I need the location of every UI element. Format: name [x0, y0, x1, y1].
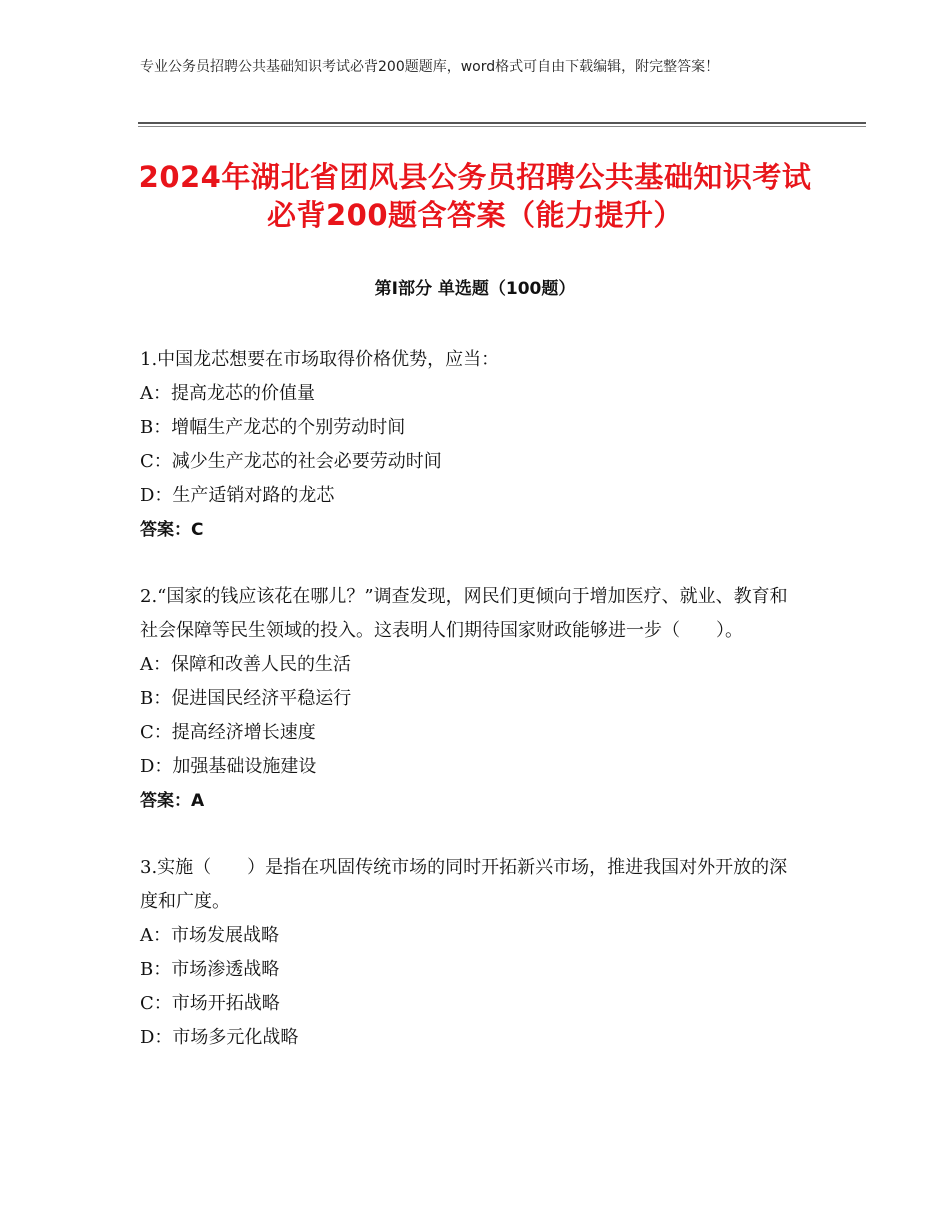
question-1: [140, 343, 800, 547]
question-2: [140, 580, 800, 818]
option-c: C：市场开拓战略: [140, 993, 280, 1014]
answer-line: 答案：C: [140, 520, 204, 540]
option-b: B：促进国民经济平稳运行: [140, 688, 352, 709]
header-divider-thin: [138, 126, 866, 127]
option-b: B：市场渗透战略: [140, 959, 280, 980]
question-3: [140, 851, 800, 1055]
option-a: A：提高龙芯的价值量: [140, 383, 315, 404]
option-a: A：市场发展战略: [140, 925, 279, 946]
option-c: C：减少生产龙芯的社会必要劳动时间: [140, 451, 442, 472]
question-list: [140, 343, 800, 1088]
option-d: D：加强基础设施建设: [140, 756, 317, 777]
document-title: 2024年湖北省团风县公务员招聘公共基础知识考试必背200题含答案（能力提升）: [138, 160, 812, 232]
header-note: 专业公务员招聘公共基础知识考试必背200题题库，word格式可自由下载编辑，附完整答案！: [140, 59, 720, 75]
option-d: D：生产适销对路的龙芯: [140, 485, 335, 506]
question-stem: 3.实施（ ）是指在巩固传统市场的同时开拓新兴市场，推进我国对外开放的深度和广度。: [140, 857, 788, 912]
question-stem: 2.“国家的钱应该花在哪儿？”调查发现，网民们更倾向于增加医疗、就业、教育和社会保障等民生领域的投入。这表明人们期待国家财政能够进一步（ ）。: [140, 586, 788, 641]
option-b: B：增幅生产龙芯的个别劳动时间: [140, 417, 406, 438]
answer-line: 答案：A: [140, 791, 205, 811]
option-d: D：市场多元化战略: [140, 1027, 299, 1048]
option-a: A：保障和改善人民的生活: [140, 654, 351, 675]
option-c: C：提高经济增长速度: [140, 722, 316, 743]
section-heading: 第Ⅰ部分 单选题（100题）: [374, 279, 576, 299]
header-divider-thick: [138, 122, 866, 124]
question-stem: 1.中国龙芯想要在市场取得价格优势，应当：: [140, 349, 500, 370]
